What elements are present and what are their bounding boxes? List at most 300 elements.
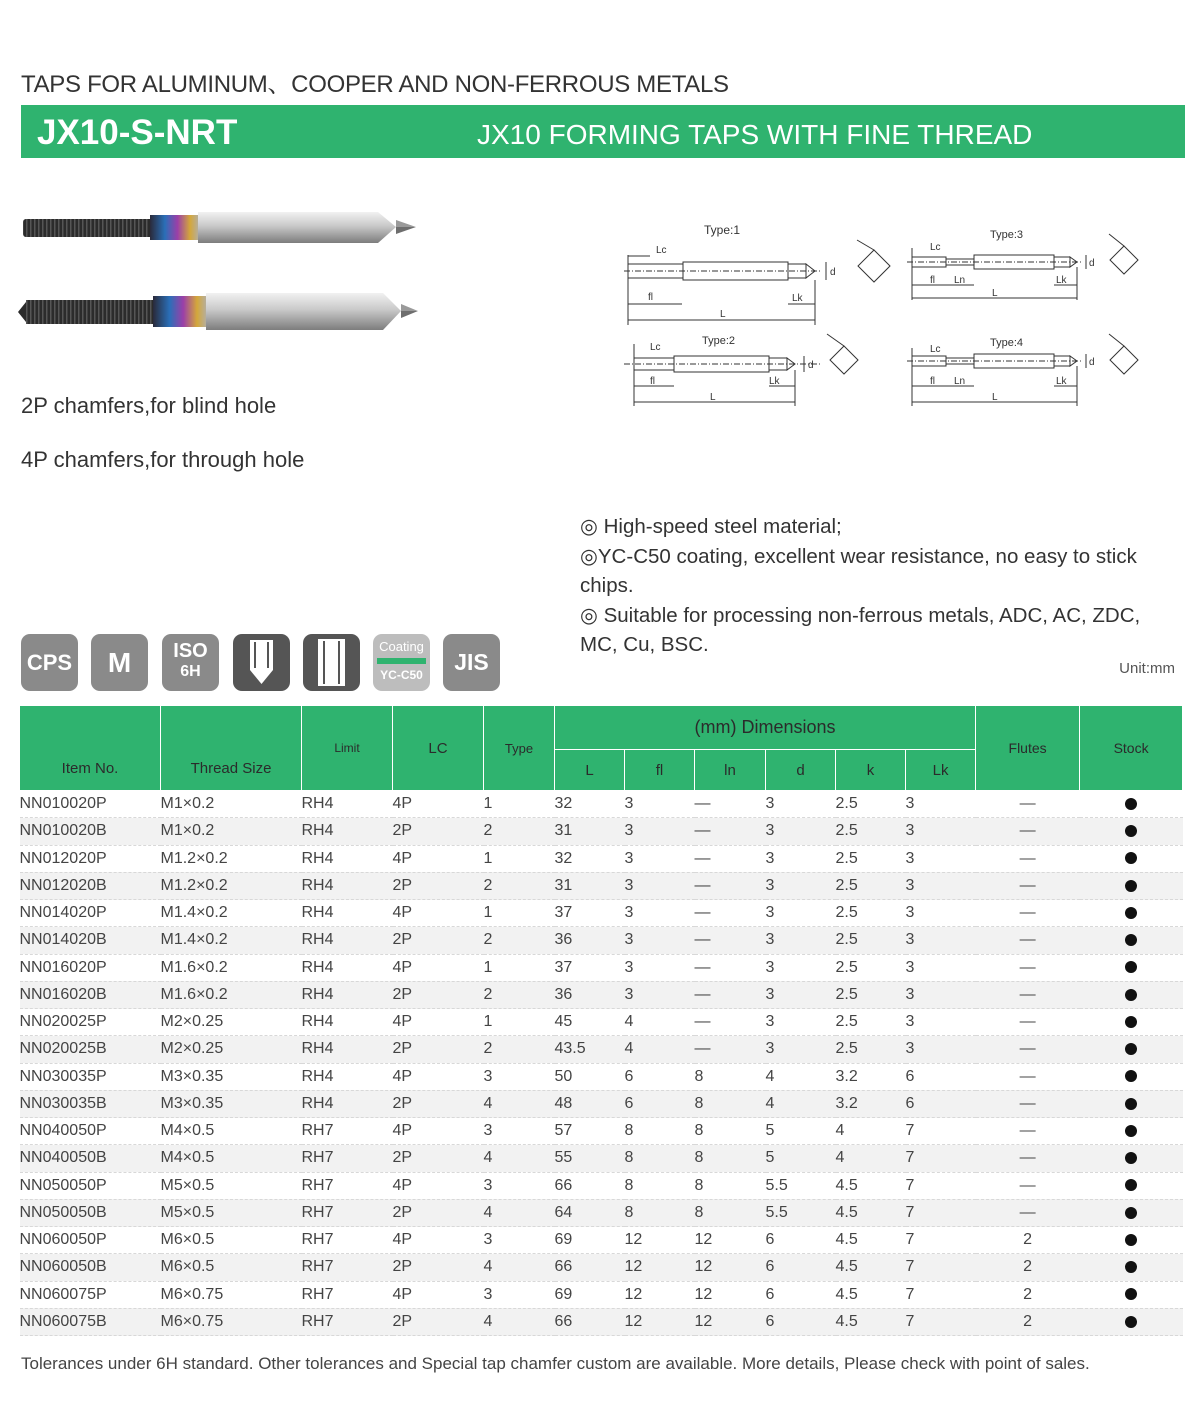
cell-type: 1 — [484, 954, 555, 981]
type1-label: Type:1 — [704, 223, 741, 237]
table-row — [20, 1308, 1183, 1335]
cell-flutes: — — [976, 1090, 1080, 1117]
cell-lc: 4P — [393, 900, 484, 927]
cell-d: 4 — [766, 1090, 836, 1117]
cell-length: 37 — [555, 900, 625, 927]
feature-item: ◎YC-C50 coating, excellent wear resistance, no easy to stick chips. — [580, 544, 1137, 597]
cell-thread-size: M3×0.35 — [161, 1090, 302, 1117]
type4-d: d — [1089, 357, 1095, 368]
table-row — [20, 981, 1183, 1008]
cell-lk: 3 — [906, 954, 976, 981]
cell-item-no: NN020025P — [20, 1009, 161, 1036]
cell-k: 2.5 — [836, 818, 906, 845]
cell-d: 3 — [766, 927, 836, 954]
cell-d: 5.5 — [766, 1172, 836, 1199]
cell-lc: 4P — [393, 1009, 484, 1036]
in-stock-dot-icon — [1125, 798, 1137, 810]
cell-length: 31 — [555, 818, 625, 845]
cell-flutes: — — [976, 927, 1080, 954]
cell-stock — [1080, 1036, 1183, 1063]
cell-limit: RH4 — [302, 954, 393, 981]
cell-limit: RH7 — [302, 1281, 393, 1308]
chamfer-4p-note: 4P chamfers,for through hole — [21, 447, 305, 472]
cell-d: 3 — [766, 981, 836, 1008]
cell-lk: 3 — [906, 845, 976, 872]
cell-type: 3 — [484, 1281, 555, 1308]
cell-thread-size: M3×0.35 — [161, 1063, 302, 1090]
cell-type: 3 — [484, 1118, 555, 1145]
cell-length: 66 — [555, 1254, 625, 1281]
cell-length: 69 — [555, 1227, 625, 1254]
cell-lc: 4P — [393, 954, 484, 981]
cell-thread-size: M4×0.5 — [161, 1145, 302, 1172]
cps-badge: CPS — [21, 634, 78, 691]
type2-lc: Lc — [650, 342, 661, 353]
type3-lk: Lk — [1056, 275, 1067, 286]
cell-thread-size: M2×0.25 — [161, 1036, 302, 1063]
cell-lk: 7 — [906, 1281, 976, 1308]
cell-lk: 7 — [906, 1145, 976, 1172]
type1-lk: Lk — [792, 293, 803, 304]
header-lk: Lk — [906, 750, 976, 791]
type2-lk: Lk — [769, 376, 780, 387]
feature-list — [580, 512, 1180, 660]
table-row — [20, 1090, 1183, 1117]
type2-fl: fl — [650, 376, 655, 387]
cell-thread-size: M1.2×0.2 — [161, 845, 302, 872]
table-row — [20, 1009, 1183, 1036]
cell-length: 66 — [555, 1172, 625, 1199]
cell-k: 2.5 — [836, 872, 906, 899]
cell-thread-size: M2×0.25 — [161, 1009, 302, 1036]
cell-type: 2 — [484, 1036, 555, 1063]
table-row — [20, 1172, 1183, 1199]
chamfer-2p-note: 2P chamfers,for blind hole — [21, 393, 277, 418]
cell-flutes: — — [976, 845, 1080, 872]
cell-d: 4 — [766, 1063, 836, 1090]
cell-length: 36 — [555, 981, 625, 1008]
cell-type: 2 — [484, 872, 555, 899]
cell-limit: RH7 — [302, 1254, 393, 1281]
cell-lk: 3 — [906, 818, 976, 845]
cell-d: 3 — [766, 818, 836, 845]
cell-limit: RH4 — [302, 818, 393, 845]
iso-badge-bottom: 6H — [180, 663, 201, 680]
header-stock: Stock — [1080, 706, 1183, 791]
in-stock-dot-icon — [1125, 1261, 1137, 1273]
feature-item: ◎ High-speed steel material; — [580, 515, 842, 538]
coating-badge — [373, 634, 430, 691]
in-stock-dot-icon — [1125, 961, 1137, 973]
cell-ln: — — [695, 791, 766, 818]
cell-limit: RH7 — [302, 1199, 393, 1226]
cell-flutes: 2 — [976, 1308, 1080, 1335]
cell-k: 2.5 — [836, 1009, 906, 1036]
cell-d: 3 — [766, 1036, 836, 1063]
in-stock-dot-icon — [1125, 1316, 1137, 1328]
cell-lc: 4P — [393, 845, 484, 872]
cell-stock — [1080, 845, 1183, 872]
cell-flutes: — — [976, 981, 1080, 1008]
cell-flutes: — — [976, 954, 1080, 981]
cell-stock — [1080, 1281, 1183, 1308]
type2-l: L — [710, 392, 716, 403]
through-hole-icon — [303, 634, 360, 691]
cell-type: 4 — [484, 1254, 555, 1281]
cell-stock — [1080, 1118, 1183, 1145]
table-row — [20, 818, 1183, 845]
cell-flutes: 2 — [976, 1281, 1080, 1308]
cell-k: 3.2 — [836, 1090, 906, 1117]
coating-badge-top: Coating — [379, 639, 424, 654]
cell-item-no: NN016020B — [20, 981, 161, 1008]
cell-stock — [1080, 981, 1183, 1008]
in-stock-dot-icon — [1125, 907, 1137, 919]
cell-limit: RH7 — [302, 1308, 393, 1335]
cell-d: 3 — [766, 954, 836, 981]
cell-lk: 3 — [906, 900, 976, 927]
cell-stock — [1080, 1308, 1183, 1335]
cell-thread-size: M6×0.75 — [161, 1308, 302, 1335]
cell-fl: 4 — [625, 1009, 695, 1036]
cell-ln: — — [695, 1036, 766, 1063]
tap-type-drawings — [612, 220, 1152, 420]
cell-item-no: NN060050B — [20, 1254, 161, 1281]
cell-flutes: — — [976, 1199, 1080, 1226]
header-l: L — [555, 750, 625, 791]
cell-thread-size: M6×0.75 — [161, 1281, 302, 1308]
footnote: Tolerances under 6H standard. Other tolerances and Special tap chamfer custom are available. More details, Please check with point of sales. — [21, 1354, 1090, 1373]
cell-flutes: — — [976, 1036, 1080, 1063]
table-row — [20, 1281, 1183, 1308]
in-stock-dot-icon — [1125, 1152, 1137, 1164]
cell-item-no: NN050050B — [20, 1199, 161, 1226]
cell-fl: 12 — [625, 1281, 695, 1308]
cell-ln: — — [695, 900, 766, 927]
cell-limit: RH4 — [302, 1063, 393, 1090]
cell-k: 3.2 — [836, 1063, 906, 1090]
header-limit: Limit — [302, 706, 393, 791]
cell-item-no: NN060075B — [20, 1308, 161, 1335]
cell-stock — [1080, 1009, 1183, 1036]
cell-length: 57 — [555, 1118, 625, 1145]
cell-lk: 7 — [906, 1227, 976, 1254]
cell-fl: 12 — [625, 1227, 695, 1254]
cell-lk: 3 — [906, 927, 976, 954]
cell-length: 45 — [555, 1009, 625, 1036]
cell-stock — [1080, 791, 1183, 818]
cell-stock — [1080, 1172, 1183, 1199]
cell-type: 2 — [484, 927, 555, 954]
cell-length: 36 — [555, 927, 625, 954]
cell-thread-size: M1.4×0.2 — [161, 927, 302, 954]
category-title: TAPS FOR ALUMINUM、COOPER AND NON-FERROUS METALS — [21, 71, 729, 98]
cell-fl: 4 — [625, 1036, 695, 1063]
cell-fl: 8 — [625, 1172, 695, 1199]
cell-flutes: — — [976, 791, 1080, 818]
header-k: k — [836, 750, 906, 791]
cell-ln: — — [695, 927, 766, 954]
header-d: d — [766, 750, 836, 791]
cell-ln: 12 — [695, 1254, 766, 1281]
cell-lk: 7 — [906, 1118, 976, 1145]
table-row — [20, 927, 1183, 954]
unit-label: Unit:mm — [1119, 660, 1175, 677]
cell-type: 4 — [484, 1145, 555, 1172]
cell-lk: 3 — [906, 872, 976, 899]
product-subtitle: JX10 FORMING TAPS WITH FINE THREAD — [477, 119, 1033, 150]
cell-fl: 3 — [625, 927, 695, 954]
cell-thread-size: M1.6×0.2 — [161, 981, 302, 1008]
cell-d: 5 — [766, 1145, 836, 1172]
cell-k: 2.5 — [836, 791, 906, 818]
cell-ln: — — [695, 981, 766, 1008]
cell-lk: 7 — [906, 1199, 976, 1226]
cell-ln: — — [695, 872, 766, 899]
cell-type: 4 — [484, 1199, 555, 1226]
cell-stock — [1080, 1090, 1183, 1117]
cell-thread-size: M6×0.5 — [161, 1227, 302, 1254]
cell-d: 5 — [766, 1118, 836, 1145]
jis-badge: JIS — [443, 634, 500, 691]
cell-ln: 8 — [695, 1172, 766, 1199]
cell-flutes: — — [976, 1063, 1080, 1090]
cell-item-no: NN012020B — [20, 872, 161, 899]
cell-d: 3 — [766, 845, 836, 872]
cell-flutes: 2 — [976, 1254, 1080, 1281]
iso-badge — [162, 634, 219, 691]
cell-fl: 3 — [625, 791, 695, 818]
cell-limit: RH7 — [302, 1227, 393, 1254]
spec-table — [19, 705, 1183, 1336]
cell-type: 1 — [484, 1009, 555, 1036]
cell-length: 64 — [555, 1199, 625, 1226]
cell-lk: 3 — [906, 1036, 976, 1063]
cell-flutes: — — [976, 1145, 1080, 1172]
cell-stock — [1080, 818, 1183, 845]
cell-lc: 2P — [393, 981, 484, 1008]
cell-type: 3 — [484, 1172, 555, 1199]
cell-stock — [1080, 1145, 1183, 1172]
cell-ln: 8 — [695, 1063, 766, 1090]
cell-lk: 7 — [906, 1254, 976, 1281]
header-flutes: Flutes — [976, 706, 1080, 791]
cell-lk: 3 — [906, 1009, 976, 1036]
cell-ln: 8 — [695, 1145, 766, 1172]
type2-label: Type:2 — [702, 335, 736, 347]
cell-ln: — — [695, 845, 766, 872]
cell-length: 37 — [555, 954, 625, 981]
header-dimensions: (mm) Dimensions — [555, 706, 976, 750]
cell-stock — [1080, 1227, 1183, 1254]
cell-lc: 2P — [393, 818, 484, 845]
cell-length: 50 — [555, 1063, 625, 1090]
cell-lc: 4P — [393, 1172, 484, 1199]
in-stock-dot-icon — [1125, 1016, 1137, 1028]
cell-stock — [1080, 1063, 1183, 1090]
cell-limit: RH4 — [302, 845, 393, 872]
cell-fl: 8 — [625, 1145, 695, 1172]
table-row — [20, 900, 1183, 927]
in-stock-dot-icon — [1125, 1125, 1137, 1137]
cell-type: 1 — [484, 900, 555, 927]
cell-item-no: NN016020P — [20, 954, 161, 981]
cell-stock — [1080, 872, 1183, 899]
cell-fl: 8 — [625, 1199, 695, 1226]
cell-item-no: NN014020P — [20, 900, 161, 927]
cell-flutes: — — [976, 1172, 1080, 1199]
type3-ln: Ln — [954, 275, 966, 286]
cell-thread-size: M1×0.2 — [161, 791, 302, 818]
cell-d: 3 — [766, 872, 836, 899]
cell-lk: 7 — [906, 1308, 976, 1335]
cell-d: 6 — [766, 1281, 836, 1308]
cell-item-no: NN030035B — [20, 1090, 161, 1117]
type3-d: d — [1089, 258, 1095, 269]
coating-badge-bottom: YC-C50 — [380, 668, 423, 682]
cell-type: 2 — [484, 818, 555, 845]
cell-item-no: NN050050P — [20, 1172, 161, 1199]
cell-k: 2.5 — [836, 981, 906, 1008]
cell-k: 4.5 — [836, 1227, 906, 1254]
type3-fl: fl — [930, 275, 935, 286]
cell-flutes: — — [976, 1118, 1080, 1145]
cell-limit: RH7 — [302, 1118, 393, 1145]
cell-k: 4 — [836, 1145, 906, 1172]
cell-limit: RH4 — [302, 927, 393, 954]
cell-item-no: NN014020B — [20, 927, 161, 954]
cell-length: 32 — [555, 845, 625, 872]
cell-lk: 6 — [906, 1063, 976, 1090]
tap-product-photo — [18, 180, 418, 340]
cell-ln: 12 — [695, 1281, 766, 1308]
m-badge: M — [91, 634, 148, 691]
cell-fl: 3 — [625, 845, 695, 872]
cell-flutes: 2 — [976, 1227, 1080, 1254]
cell-ln: 8 — [695, 1090, 766, 1117]
cell-fl: 12 — [625, 1308, 695, 1335]
cell-ln: — — [695, 1009, 766, 1036]
cell-fl: 6 — [625, 1090, 695, 1117]
cell-thread-size: M1.4×0.2 — [161, 900, 302, 927]
cell-limit: RH4 — [302, 872, 393, 899]
cell-lc: 2P — [393, 872, 484, 899]
in-stock-dot-icon — [1125, 989, 1137, 1001]
cell-item-no: NN040050B — [20, 1145, 161, 1172]
cell-item-no: NN060075P — [20, 1281, 161, 1308]
table-row — [20, 1036, 1183, 1063]
cell-item-no: NN010020B — [20, 818, 161, 845]
cell-k: 4 — [836, 1118, 906, 1145]
cell-thread-size: M5×0.5 — [161, 1199, 302, 1226]
product-banner — [21, 105, 1185, 158]
cell-limit: RH7 — [302, 1172, 393, 1199]
cell-length: 32 — [555, 791, 625, 818]
cell-k: 4.5 — [836, 1308, 906, 1335]
cell-d: 6 — [766, 1254, 836, 1281]
cell-lc: 2P — [393, 927, 484, 954]
table-row — [20, 845, 1183, 872]
cell-fl: 12 — [625, 1254, 695, 1281]
cell-k: 4.5 — [836, 1172, 906, 1199]
cell-fl: 3 — [625, 981, 695, 1008]
cell-d: 3 — [766, 900, 836, 927]
cell-length: 55 — [555, 1145, 625, 1172]
cell-limit: RH4 — [302, 1090, 393, 1117]
cell-lc: 4P — [393, 1227, 484, 1254]
cell-stock — [1080, 927, 1183, 954]
cell-item-no: NN030035P — [20, 1063, 161, 1090]
cell-limit: RH7 — [302, 1145, 393, 1172]
in-stock-dot-icon — [1125, 852, 1137, 864]
cell-item-no: NN040050P — [20, 1118, 161, 1145]
type4-lc: Lc — [930, 344, 941, 355]
cell-lc: 2P — [393, 1254, 484, 1281]
cell-flutes: — — [976, 900, 1080, 927]
header-ln: ln — [695, 750, 766, 791]
cell-stock — [1080, 1254, 1183, 1281]
cell-ln: 8 — [695, 1118, 766, 1145]
cell-item-no: NN012020P — [20, 845, 161, 872]
cell-lc: 2P — [393, 1090, 484, 1117]
table-row — [20, 1227, 1183, 1254]
table-row — [20, 954, 1183, 981]
in-stock-dot-icon — [1125, 1179, 1137, 1191]
feature-item: ◎ Suitable for processing non-ferrous metals, ADC, AC, ZDC, MC, Cu, BSC. — [580, 603, 1141, 656]
cell-lk: 3 — [906, 791, 976, 818]
table-row — [20, 1145, 1183, 1172]
cell-k: 2.5 — [836, 845, 906, 872]
cell-lk: 7 — [906, 1172, 976, 1199]
cell-thread-size: M1×0.2 — [161, 818, 302, 845]
cell-k: 4.5 — [836, 1281, 906, 1308]
cell-thread-size: M1.2×0.2 — [161, 872, 302, 899]
cell-item-no: NN010020P — [20, 791, 161, 818]
cell-k: 2.5 — [836, 927, 906, 954]
cell-length: 69 — [555, 1281, 625, 1308]
in-stock-dot-icon — [1125, 880, 1137, 892]
blind-hole-icon — [233, 634, 290, 691]
cell-flutes: — — [976, 1009, 1080, 1036]
header-thread: Thread Size — [161, 706, 302, 791]
table-row — [20, 791, 1183, 818]
cell-fl: 3 — [625, 900, 695, 927]
cell-length: 66 — [555, 1308, 625, 1335]
cell-lc: 2P — [393, 1308, 484, 1335]
cell-lc: 2P — [393, 1036, 484, 1063]
cell-item-no: NN020025B — [20, 1036, 161, 1063]
in-stock-dot-icon — [1125, 1288, 1137, 1300]
cell-flutes: — — [976, 872, 1080, 899]
cell-type: 4 — [484, 1308, 555, 1335]
in-stock-dot-icon — [1125, 1043, 1137, 1055]
cell-thread-size: M4×0.5 — [161, 1118, 302, 1145]
cell-lk: 6 — [906, 1090, 976, 1117]
table-row — [20, 1199, 1183, 1226]
cell-lc: 4P — [393, 1281, 484, 1308]
cell-length: 43.5 — [555, 1036, 625, 1063]
cell-thread-size: M1.6×0.2 — [161, 954, 302, 981]
cell-type: 2 — [484, 981, 555, 1008]
cell-limit: RH4 — [302, 981, 393, 1008]
in-stock-dot-icon — [1125, 1070, 1137, 1082]
cell-ln: 12 — [695, 1308, 766, 1335]
type4-ln: Ln — [954, 376, 966, 387]
iso-badge-top: ISO — [173, 640, 208, 662]
cell-ln: — — [695, 818, 766, 845]
header-lc: LC — [393, 706, 484, 791]
cell-length: 31 — [555, 872, 625, 899]
